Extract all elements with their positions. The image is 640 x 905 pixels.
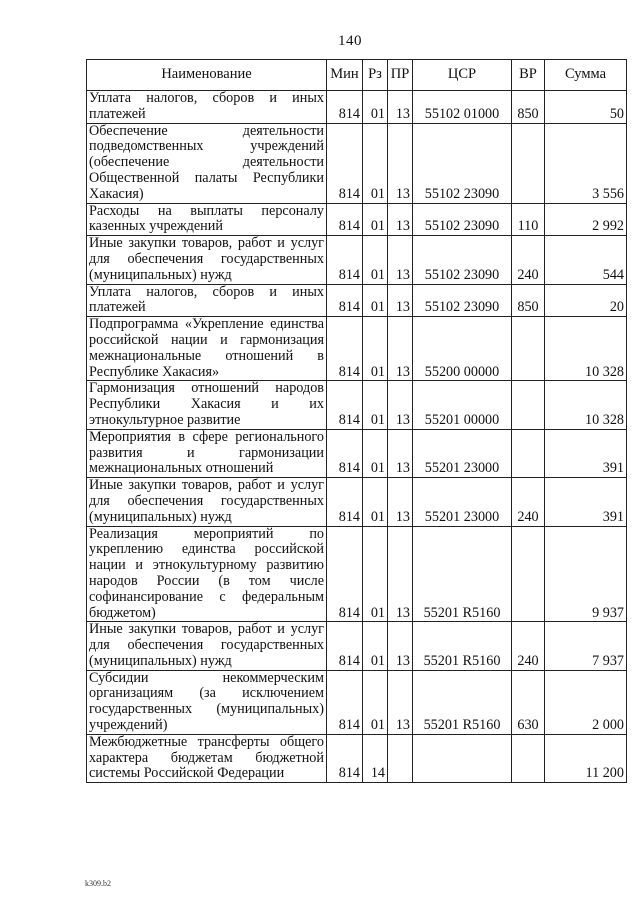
header-vr: ВР xyxy=(512,60,545,91)
cell-rz: 01 xyxy=(363,123,388,203)
table-row xyxy=(87,317,627,381)
cell-vr xyxy=(512,381,545,429)
cell-rz: 01 xyxy=(363,91,388,124)
cell-sum: 10 328 xyxy=(545,317,627,381)
cell-name: Расходы на выплаты персоналу казенных учреждений xyxy=(87,203,327,236)
cell-rz: 01 xyxy=(363,526,388,622)
cell-csr: 55200 00000 xyxy=(413,317,512,381)
cell-min: 814 xyxy=(327,123,363,203)
table-row xyxy=(87,734,627,782)
footer-code: k309.b2 xyxy=(85,879,111,888)
cell-rz: 01 xyxy=(363,236,388,284)
table-row xyxy=(87,526,627,622)
cell-vr xyxy=(512,429,545,477)
cell-pr: 13 xyxy=(388,123,413,203)
table-row xyxy=(87,91,627,124)
cell-min: 814 xyxy=(327,478,363,526)
cell-pr: 13 xyxy=(388,284,413,317)
cell-rz: 01 xyxy=(363,478,388,526)
cell-pr: 13 xyxy=(388,670,413,734)
cell-name: Иные закупки товаров, работ и услуг для обеспечения государственных (муниципальных) нужд xyxy=(87,236,327,284)
cell-sum: 2 000 xyxy=(545,670,627,734)
cell-vr xyxy=(512,317,545,381)
cell-name: Обеспечение деятельности подведомственных учреждений (обеспечение деятельности Общественной палаты Республики Хакасия) xyxy=(87,123,327,203)
cell-sum: 20 xyxy=(545,284,627,317)
cell-pr: 13 xyxy=(388,236,413,284)
cell-min: 814 xyxy=(327,526,363,622)
cell-vr: 240 xyxy=(512,236,545,284)
cell-sum: 391 xyxy=(545,429,627,477)
cell-min: 814 xyxy=(327,236,363,284)
table-row xyxy=(87,123,627,203)
cell-vr: 240 xyxy=(512,478,545,526)
cell-pr: 13 xyxy=(388,526,413,622)
cell-vr: 850 xyxy=(512,284,545,317)
cell-rz: 01 xyxy=(363,670,388,734)
cell-rz: 01 xyxy=(363,284,388,317)
cell-min: 814 xyxy=(327,734,363,782)
table-row xyxy=(87,670,627,734)
table-row xyxy=(87,478,627,526)
cell-pr: 13 xyxy=(388,622,413,670)
cell-name: Мероприятия в сфере регионального развития и гармонизации межнациональных отношений xyxy=(87,429,327,477)
header-min: Мин xyxy=(327,60,363,91)
cell-csr: 55201 R5160 xyxy=(413,670,512,734)
table-row xyxy=(87,284,627,317)
header-csr: ЦСР xyxy=(413,60,512,91)
cell-sum: 3 556 xyxy=(545,123,627,203)
header-sum: Сумма xyxy=(545,60,627,91)
cell-vr xyxy=(512,526,545,622)
header-name: Наименование xyxy=(87,60,327,91)
cell-vr: 110 xyxy=(512,203,545,236)
cell-min: 814 xyxy=(327,284,363,317)
cell-csr: 55201 00000 xyxy=(413,381,512,429)
table-row xyxy=(87,203,627,236)
cell-name: Подпрограмма «Укрепление единства российской нации и гармонизация межнациональные отношений в Республике Хакасия» xyxy=(87,317,327,381)
cell-min: 814 xyxy=(327,429,363,477)
cell-rz: 14 xyxy=(363,734,388,782)
cell-csr: 55201 23000 xyxy=(413,429,512,477)
table-row xyxy=(87,622,627,670)
table-row xyxy=(87,429,627,477)
cell-name: Уплата налогов, сборов и иных платежей xyxy=(87,284,327,317)
cell-pr: 13 xyxy=(388,478,413,526)
cell-csr: 55201 R5160 xyxy=(413,526,512,622)
cell-sum: 9 937 xyxy=(545,526,627,622)
cell-sum: 391 xyxy=(545,478,627,526)
cell-min: 814 xyxy=(327,670,363,734)
cell-vr: 850 xyxy=(512,91,545,124)
table-row xyxy=(87,236,627,284)
cell-sum: 544 xyxy=(545,236,627,284)
cell-csr: 55102 01000 xyxy=(413,91,512,124)
table-body xyxy=(87,91,627,783)
table-row xyxy=(87,381,627,429)
cell-rz: 01 xyxy=(363,429,388,477)
cell-vr: 240 xyxy=(512,622,545,670)
cell-pr: 13 xyxy=(388,317,413,381)
cell-name: Субсидии некоммерческим организациям (за исключением государственных (муниципальных) учреждений) xyxy=(87,670,327,734)
table-header-row xyxy=(87,60,627,91)
cell-csr: 55102 23090 xyxy=(413,123,512,203)
cell-sum: 2 992 xyxy=(545,203,627,236)
cell-csr xyxy=(413,734,512,782)
cell-sum: 50 xyxy=(545,91,627,124)
cell-rz: 01 xyxy=(363,317,388,381)
cell-csr: 55102 23090 xyxy=(413,284,512,317)
cell-vr xyxy=(512,734,545,782)
cell-csr: 55102 23090 xyxy=(413,236,512,284)
cell-pr: 13 xyxy=(388,429,413,477)
cell-sum: 7 937 xyxy=(545,622,627,670)
cell-name: Иные закупки товаров, работ и услуг для обеспечения государственных (муниципальных) нужд xyxy=(87,478,327,526)
cell-name: Иные закупки товаров, работ и услуг для обеспечения государственных (муниципальных) нужд xyxy=(87,622,327,670)
cell-min: 814 xyxy=(327,91,363,124)
page-number: 140 xyxy=(338,33,362,49)
cell-min: 814 xyxy=(327,317,363,381)
cell-csr: 55201 R5160 xyxy=(413,622,512,670)
cell-min: 814 xyxy=(327,381,363,429)
cell-sum: 11 200 xyxy=(545,734,627,782)
cell-pr: 13 xyxy=(388,203,413,236)
cell-name: Уплата налогов, сборов и иных платежей xyxy=(87,91,327,124)
cell-rz: 01 xyxy=(363,622,388,670)
cell-name: Реализация мероприятий по укреплению единства российской нации и этнокультурному развитию народов России (в том числе софинансирование с федеральным бюджетом) xyxy=(87,526,327,622)
cell-pr xyxy=(388,734,413,782)
cell-pr: 13 xyxy=(388,381,413,429)
cell-vr: 630 xyxy=(512,670,545,734)
cell-min: 814 xyxy=(327,622,363,670)
cell-csr: 55102 23090 xyxy=(413,203,512,236)
cell-rz: 01 xyxy=(363,203,388,236)
header-rz: Рз xyxy=(363,60,388,91)
cell-rz: 01 xyxy=(363,381,388,429)
cell-min: 814 xyxy=(327,203,363,236)
cell-name: Межбюджетные трансферты общего характера бюджетам бюджетной системы Российской Федерации xyxy=(87,734,327,782)
header-pr: ПР xyxy=(388,60,413,91)
cell-sum: 10 328 xyxy=(545,381,627,429)
cell-vr xyxy=(512,123,545,203)
budget-table xyxy=(86,59,627,783)
cell-csr: 55201 23000 xyxy=(413,478,512,526)
cell-name: Гармонизация отношений народов Республики Хакасия и их этнокультурное развитие xyxy=(87,381,327,429)
cell-pr: 13 xyxy=(388,91,413,124)
